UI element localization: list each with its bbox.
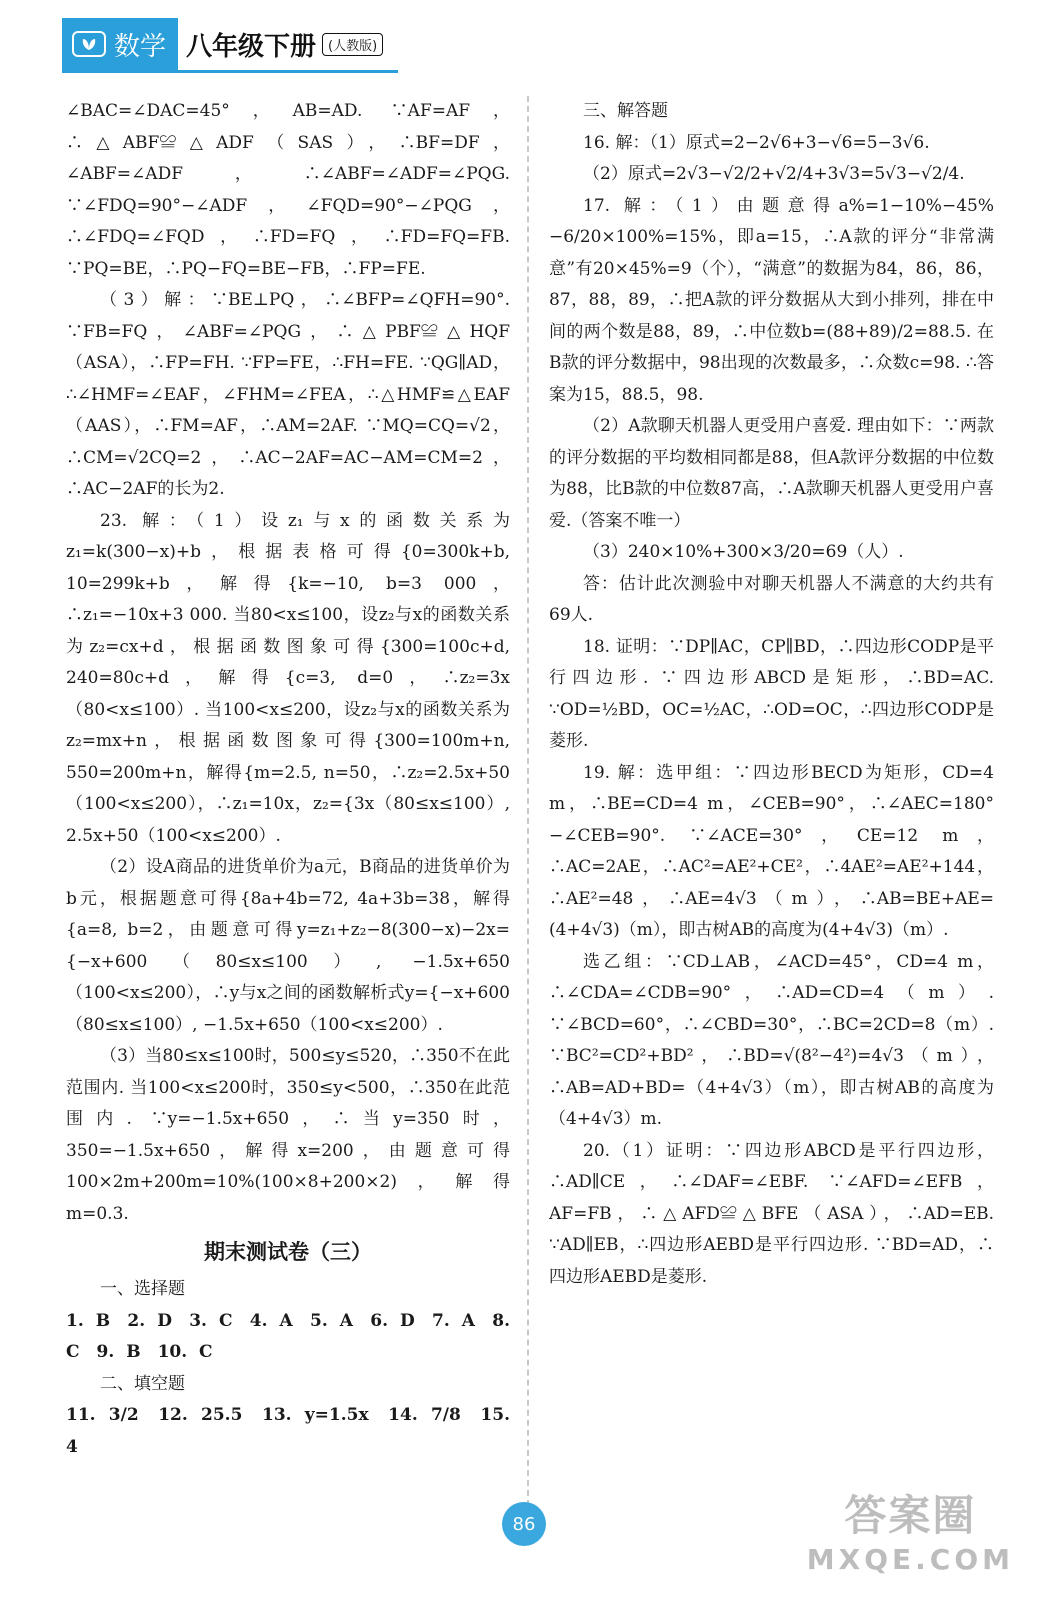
book-leaf-icon (72, 31, 106, 57)
answer-17-conclusion: 答：估计此次测验中对聊天机器人不满意的大约共有69人. (549, 573, 994, 625)
book-title: 八年级下册 (186, 31, 317, 62)
answer-23-part2: （2）设A商品的进货单价为a元，B商品的进货单价为b元，根据题意可得{8a+4b=72, 4a+3b=38，解得{a=8, b=2，由题意可得y=z₁+z₂−8(300−x)−2x={−x+600（80≤x≤100）, −1.5x+650（100<x≤200），∴y与x之间的函数解析式y={−x+600（80≤x≤100）, −1.5x+650（100<x≤200）. (66, 857, 510, 1035)
answer-16-part1: 16. 解：（1）原式=2−2√6+3−√6=5−3√6. (583, 132, 930, 153)
answer-20-part1: 20.（1）证明：∵四边形ABCD是平行四边形，∴AD∥CE，∴∠DAF=∠EBF. ∵∠AFD=∠EFB，AF=FB，∴△AFD≌△BFE（ASA），∴AD=EB. ∵AD∥EB，∴四边形AEBD是平行四边形. ∵BD=AD，∴四边形AEBD是菱形. (549, 1140, 994, 1287)
answer-16-part2: （2）原式=2√3−√2/2+√2/4+3√3=5√3−√2/4. (583, 164, 965, 184)
watermark-line1: 答案圈 (844, 1491, 977, 1540)
subject-label: 数学 (114, 31, 167, 62)
section-title: 期末测试卷（三） (204, 1240, 372, 1264)
answer-22-part3: （3）解：∵BE⊥PQ，∴∠BFP=∠QFH=90°. ∵FB=FQ，∠ABF=∠PQG，∴△PBF≌△HQF（ASA），∴FP=FH. ∵FP=FE，∴FH=FE. ∵QG∥AD，∴∠HMF=∠EAF，∠FHM=∠FEA，∴△HMF≌△EAF（AAS），∴FM=AF，∴AM=2AF. ∵MQ=CQ=√2，∴CM=√2CQ=2，∴AC−2AF=AC−AM=CM=2，∴AC−2AF的长为2. (66, 290, 510, 499)
fill-answers: 11. 3/2 12. 25.5 13. y=1.5x 14. 7/8 15. 4 (66, 1405, 510, 1457)
answer-22-continued: ∠BAC=∠DAC=45°，AB=AD. ∵AF=AF，∴△ABF≌△ADF（SAS），∴BF=DF，∠ABF=∠ADF，∴∠ABF=∠ADF=∠PQG. ∵∠FDQ=90°−∠ADF，∠FQD=90°−∠PQG，∴∠FDQ=∠FQD，∴FD=FQ，∴FD=FQ=FB. ∵PQ=BE，∴PQ−FQ=BE−FB，∴FP=FE. (66, 101, 510, 279)
answer-19-group-b: 选乙组：∵CD⊥AB，∠ACD=45°，CD=4 m，∴∠CDA=∠CDB=90°，∴AD=CD=4（m）. ∵∠BCD=60°，∴∠CBD=30°，∴BC=2CD=8（m）. ∵BC²=CD²+BD²，∴BD=√(8²−4²)=4√3（m），∴AB=AD+BD=（4+4√3）（m），即古树AB的高度为（4+4√3）m. (549, 951, 994, 1129)
answer-17-part1: 17. 解：（1）由题意得a%=1−10%−45%−6/20×100%=15%，即a=15，∴A款的评分“非常满意”有20×45%=9（个），“满意”的数据为84，86，86，87，88，89，∴把A款的评分数据从大到小排列，排在中间的两个数是88，89，∴中位数b=(88+89)/2=88.5. 在B款的评分数据中，98出现的次数最多，∴众数c=98. ∴答案为15，88.5，98. (549, 195, 994, 405)
column-divider (527, 96, 529, 1516)
edition-badge: (人教版) (322, 33, 383, 56)
page-number: 86 (502, 1502, 546, 1546)
answer-19-group-a: 19. 解：选甲组：∵四边形BECD为矩形，CD=4 m，∴BE=CD=4 m，∠CEB=90°，∴∠AEC=180°−∠CEB=90°. ∵∠ACE=30°，CE=12 m，∴AC=2AE，∴AC²=AE²+CE²，∴4AE²=AE²+144，∴AE²=48，∴AE=4√3（m），∴AB=BE+AE=(4+4√3)（m），即古树AB的高度为(4+4√3)（m）. (549, 762, 994, 940)
header-underline (62, 70, 398, 73)
fill-title: 二、填空题 (100, 1373, 185, 1394)
answer-17-part2: （2）A款聊天机器人更受用户喜爱. 理由如下：∵两款的评分数据的平均数相同都是88，但A款评分数据的中位数为88，比B款的中位数87高，∴A款聊天机器人更受用户喜爱.（答案不唯一） (549, 416, 994, 531)
solve-title: 三、解答题 (583, 101, 668, 121)
watermark (807, 1483, 1014, 1576)
page-header (62, 18, 383, 70)
answer-17-part3: （3）240×10%+300×3/20=69（人）. (583, 542, 904, 562)
answer-23-part1: 23. 解：（1）设z₁与x的函数关系为z₁=k(300−x)+b，根据表格可得{0=300k+b, 10=299k+b，解得{k=−10, b=3 000，∴z₁=−10x+3 000. 当80<x≤100，设z₂与x的函数关系为z₂=cx+d，根据函数图象可得{300=100c+d, 240=80c+d，解得{c=3, d=0，∴z₂=3x（80<x≤100）. 当100<x≤200，设z₂与x的函数关系为z₂=mx+n，根据函数图象可得{300=100m+n, 550=200m+n，解得{m=2.5, n=50，∴z₂=2.5x+50（100<x≤200），∴z₁=10x，z₂={3x（80≤x≤100）, 2.5x+50（100<x≤200）. (66, 510, 510, 846)
answer-18: 18. 证明：∵DP∥AC，CP∥BD，∴四边形CODP是平行四边形. ∵四边形ABCD是矩形，∴BD=AC. ∵OD=½BD，OC=½AC，∴OD=OC，∴四边形CODP是菱形. (549, 636, 994, 751)
watermark-line2: MXQE.COM (806, 1543, 1014, 1576)
choice-answers: 1. B 2. D 3. C 4. A 5. A 6. D 7. A 8. C 9. B 10. C (66, 1310, 510, 1362)
left-column (66, 96, 510, 1463)
right-column (549, 96, 994, 1293)
choice-title: 一、选择题 (100, 1279, 185, 1299)
subject-tab (62, 18, 178, 70)
answer-23-part3: （3）当80≤x≤100时，500≤y≤520，∴350不在此范围内. 当100<x≤200时，350≤y<500，∴350在此范围内. ∵y=−1.5x+650，∴当y=350时，350=−1.5x+650，解得x=200，由题意可得100×2m+200m=10%(100×8+200×2)，解得m=0.3. (66, 1046, 510, 1224)
